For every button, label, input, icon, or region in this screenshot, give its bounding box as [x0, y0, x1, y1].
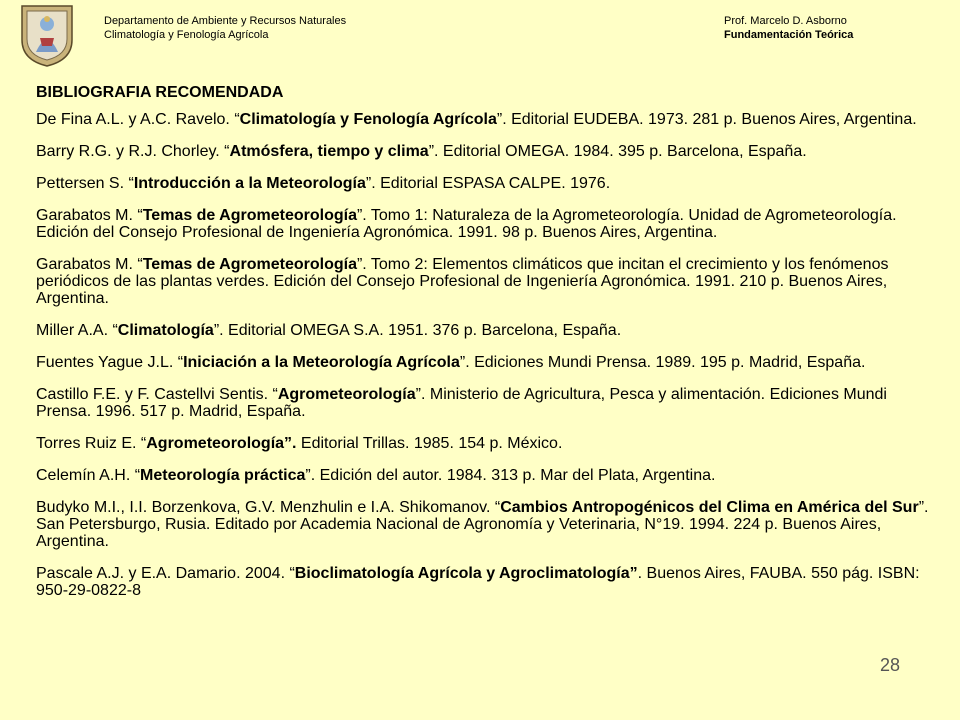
page-title: BIBLIOGRAFIA RECOMENDADA: [36, 84, 284, 101]
reference-item: Garabatos M. “Temas de Agrometeorología”. Tomo 1: Naturaleza de la Agrometeorología. Unidad de Agrometeorología. Edición del Consejo Profesional de Ingeniería Agronómica. 1991. 98 p. Buenos Aires, Argentina.: [36, 207, 897, 241]
university-seal-logo: [18, 2, 76, 68]
header-department-name: Departamento de Ambiente y Recursos Naturales: [104, 15, 347, 27]
reference-item: Fuentes Yague J.L. “Iniciación a la Meteorología Agrícola”. Ediciones Mundi Prensa. 1989. 195 p. Madrid, España.: [36, 354, 866, 371]
page-number: 28: [880, 655, 901, 675]
reference-item: Torres Ruiz E. “Agrometeorología”. Editorial Trillas. 1985. 154 p. México.: [36, 435, 563, 452]
reference-item: Barry R.G. y R.J. Chorley. “Atmósfera, tiempo y clima”. Editorial OMEGA. 1984. 395 p. Barcelona, España.: [36, 143, 807, 160]
header-professor: [724, 14, 853, 42]
header-section-name: Fundamentación Teórica: [724, 29, 854, 41]
header-professor-name: Prof. Marcelo D. Asborno: [724, 15, 847, 27]
reference-item: Pettersen S. “Introducción a la Meteorología”. Editorial ESPASA CALPE. 1976.: [36, 175, 611, 192]
header-department: [104, 14, 346, 42]
reference-item: Pascale A.J. y E.A. Damario. 2004. “Bioclimatología Agrícola y Agroclimatología”. Buenos Aires, FAUBA. 550 pág. ISBN: 950-29-0822-8: [36, 565, 920, 599]
bibliography-section: [36, 84, 942, 599]
reference-item: Castillo F.E. y F. Castellvi Sentis. “Agrometeorología”. Ministerio de Agricultura, Pesca y alimentación. Ediciones Mundi Prensa. 1996. 517 p. Madrid, España.: [36, 386, 887, 420]
reference-item: De Fina A.L. y A.C. Ravelo. “Climatología y Fenología Agrícola”. Editorial EUDEBA. 1973. 281 p. Buenos Aires, Argentina.: [36, 111, 917, 128]
reference-item: Celemín A.H. “Meteorología práctica”. Edición del autor. 1984. 313 p. Mar del Plata, Argentina.: [36, 467, 716, 484]
header-course-name: Climatología y Fenología Agrícola: [104, 29, 269, 41]
reference-item: Budyko M.I., I.I. Borzenkova, G.V. Menzhulin e I.A. Shikomanov. “Cambios Antropogénicos del Clima en América del Sur”. San Petersburgo, Rusia. Editado por Academia Nacional de Agronomía y Veterinaria, N°19. 1994. 224 p. Buenos Aires, Argentina.: [36, 499, 929, 550]
reference-item: Miller A.A. “Climatología”. Editorial OMEGA S.A. 1951. 376 p. Barcelona, España.: [36, 322, 622, 339]
reference-item: Garabatos M. “Temas de Agrometeorología”. Tomo 2: Elementos climáticos que incitan el crecimiento y los fenómenos periódicos de las plantas verdes. Edición del Consejo Profesional de Ingeniería Agronómica. 1991. 210 p. Buenos Aires, Argentina.: [36, 256, 889, 307]
